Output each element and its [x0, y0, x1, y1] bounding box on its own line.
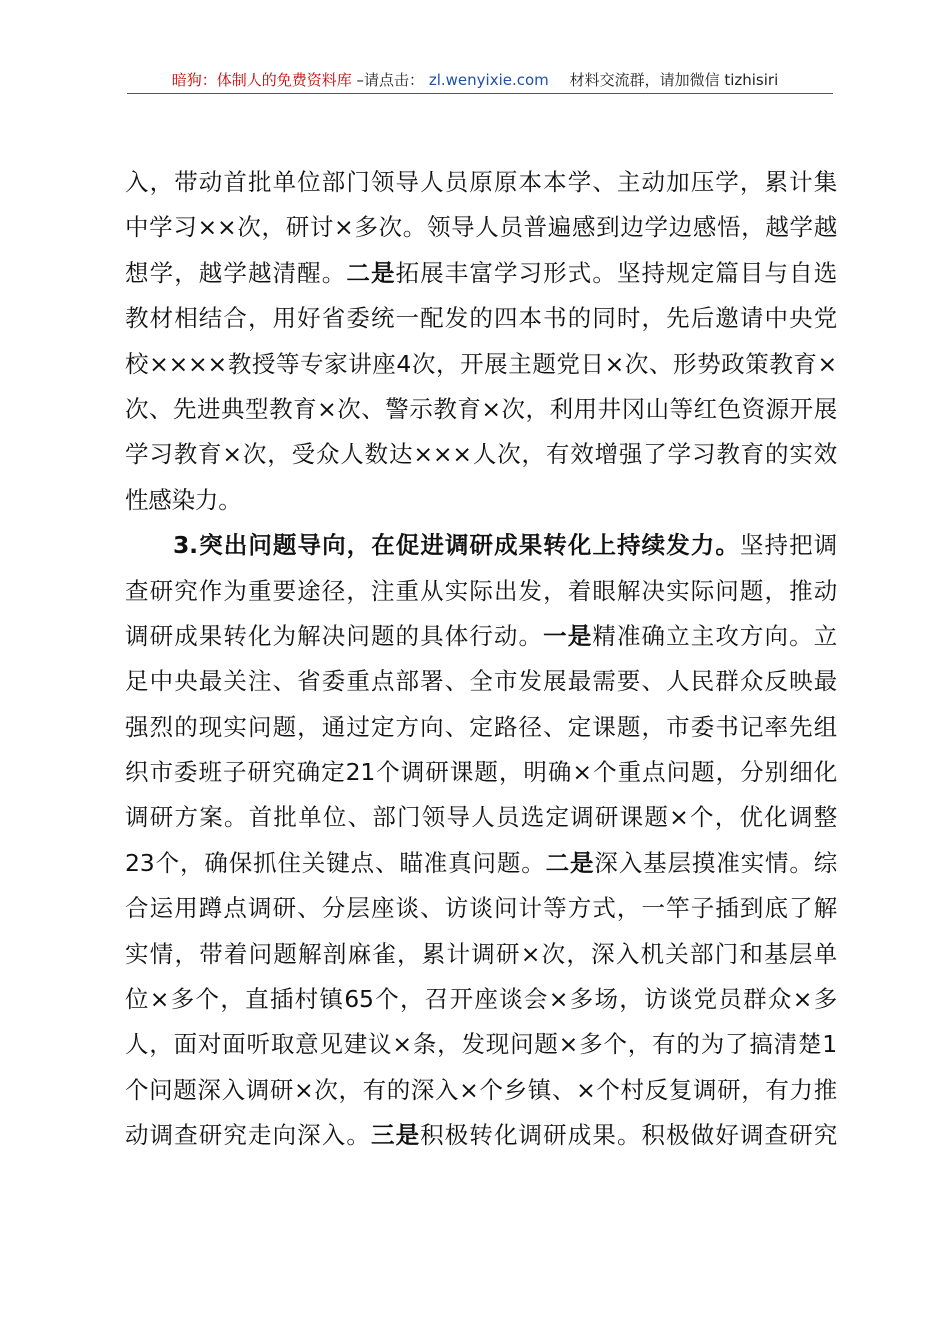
emphasis-san-shi: 三是: [370, 1121, 421, 1150]
text-line: 人，面对面听取意见建议×条，发现问题×多个，有的为了搞清楚1: [125, 1030, 837, 1059]
header-click-label: –请点击：: [356, 71, 425, 89]
text-line: 中学习××次，研讨×多次。领导人员普遍感到边学边感悟，越学越: [125, 213, 837, 242]
emphasis-er-shi: 二是: [545, 848, 595, 877]
text-line: 调研成果转化为解决问题的具体行动。一是精准确立主攻方向。立: [125, 621, 838, 650]
text-line: 位×多个，直插村镇65个，召开座谈会×多场，访谈党员群众×多: [125, 985, 837, 1014]
header-url-link[interactable]: zl.wenyixie.com: [428, 71, 549, 89]
text-line: 强烈的现实问题，通过定方向、定路径、定课题，市委书记率先组: [125, 712, 837, 741]
text-line: 学习教育×次，受众人数达×××人次，有效增强了学习教育的实效: [125, 440, 837, 469]
text-line: 查研究作为重要途径，注重从实际出发，着眼解决实际问题，推动: [125, 576, 837, 605]
emphasis-yi-shi: 一是: [543, 621, 593, 650]
text-line: 合运用蹲点调研、分层座谈、访谈问计等方式，一竿子插到底了解: [125, 894, 837, 923]
text-line: 织市委班子研究确定21个调研课题，明确×个重点问题，分别细化: [125, 758, 837, 787]
header-divider: [127, 93, 833, 94]
text-line: 动调查研究走向深入。三是积极转化调研成果。积极做好调查研究: [125, 1121, 838, 1150]
header-group-info: 材料交流群，请加微信 tizhisiri: [569, 71, 779, 89]
emphasis-er-shi: 二是: [346, 258, 396, 287]
text-line: 想学，越学越清醒。二是拓展丰富学习形式。坚持规定篇目与自选: [125, 258, 838, 287]
text-line: 个问题深入调研×次，有的深入×个乡镇、×个村反复调研，有力推: [125, 1075, 837, 1104]
text-line: 足中央最关注、省委重点部署、全市发展最需要、人民群众反映最: [125, 667, 837, 696]
text-line: 次、先进典型教育×次、警示教育×次，利用井冈山等红色资源开展: [125, 394, 837, 423]
page-header: [0, 68, 950, 92]
text-line: 校××××教授等专家讲座4次，开展主题党日×次、形势政策教育×: [125, 349, 837, 378]
text-line: 教材相结合，用好省委统一配发的四本书的同时，先后邀请中央党: [125, 304, 837, 333]
header-brand: 暗狗：体制人的免费资料库: [171, 71, 352, 89]
text-line: 实情，带着问题解剖麻雀，累计调研×次，深入机关部门和基层单: [125, 939, 837, 968]
section-heading: 3.突出问题导向，在促进调研成果转化上持续发力。: [173, 531, 740, 560]
text-line: 23个，确保抓住关键点、瞄准真问题。二是深入基层摸准实情。综: [125, 848, 837, 877]
text-line: 性感染力。: [125, 485, 242, 514]
text-line: 调研方案。首批单位、部门领导人员选定调研课题×个，优化调整: [125, 803, 837, 832]
section-heading-line: 3.突出问题导向，在促进调研成果转化上持续发力。坚持把调: [173, 531, 837, 560]
text-line: 入，带动首批单位部门领导人员原原本本学、主动加压学，累计集: [125, 168, 837, 196]
document-body: [125, 160, 837, 1159]
